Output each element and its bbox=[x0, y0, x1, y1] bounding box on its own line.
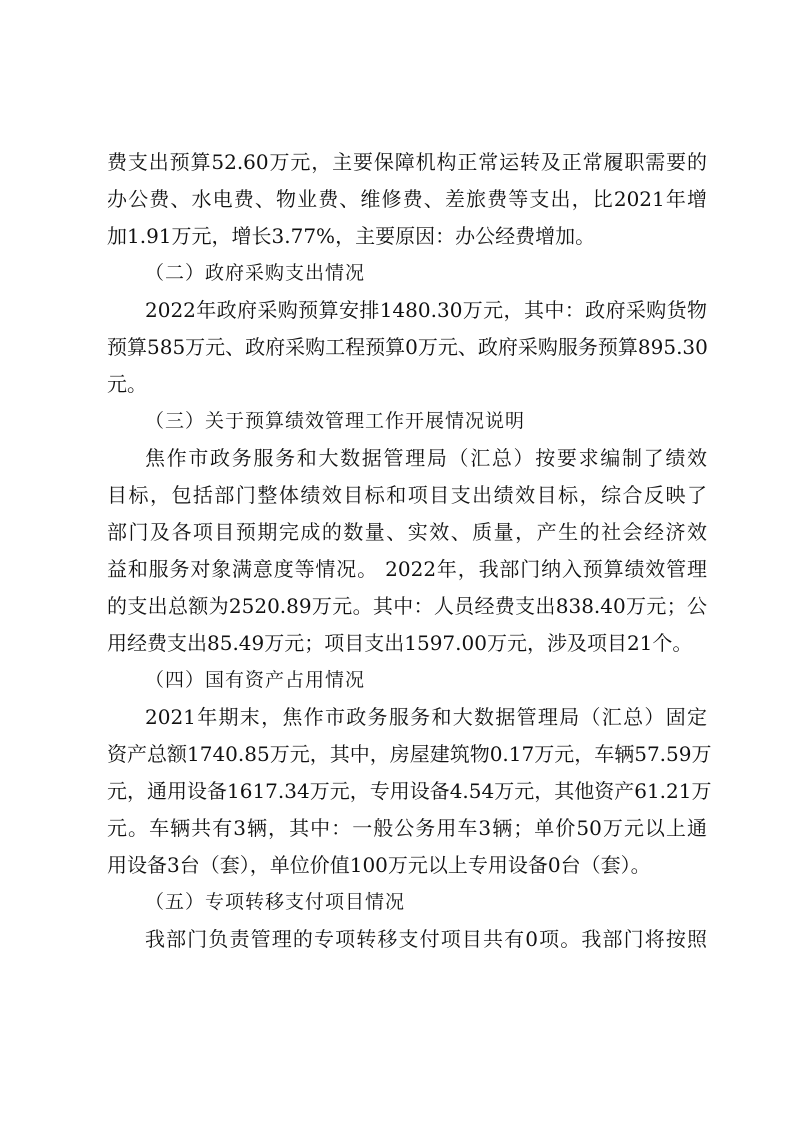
section-heading: （二）政府采购支出情况 bbox=[145, 262, 366, 284]
paragraph-line: 加1.91万元，增长3.77%，主要原因：办公经费增加。 bbox=[107, 224, 596, 248]
section-heading: （五）专项转移支付项目情况 bbox=[145, 891, 406, 913]
paragraph-line: 元，通用设备1617.34万元，专用设备4.54万元，其他资产61.21万 bbox=[107, 779, 712, 803]
section-heading: （三）关于预算绩效管理工作开展情况说明 bbox=[145, 410, 526, 432]
paragraph-line: 的支出总额为2520.89万元。其中：人员经费支出838.40万元；公 bbox=[107, 594, 707, 618]
paragraph-line: 焦作市政务服务和大数据管理局（汇总）按要求编制了绩效 bbox=[145, 446, 707, 470]
paragraph-line: 费支出预算52.60万元，主要保障机构正常运转及正常履职需要的 bbox=[107, 150, 707, 174]
paragraph-line: 2022年政府采购预算安排1480.30万元，其中：政府采购货物 bbox=[145, 298, 707, 322]
section-heading: （四）国有资产占用情况 bbox=[145, 669, 366, 691]
paragraph-line: 我部门负责管理的专项转移支付项目共有0项。我部门将按照 bbox=[145, 927, 707, 951]
paragraph-line: 预算585万元、政府采购工程预算0万元、政府采购服务预算895.30 bbox=[107, 335, 708, 359]
paragraph-line: 办公费、水电费、物业费、维修费、差旅费等支出，比2021年增 bbox=[107, 187, 707, 211]
paragraph-line: 用经费支出85.49万元；项目支出1597.00万元，涉及项目21个。 bbox=[107, 631, 693, 655]
paragraph-line: 元。车辆共有3辆，其中：一般公务用车3辆；单价50万元以上通 bbox=[107, 816, 707, 840]
paragraph-line: 益和服务对象满意度等情况。 2022年，我部门纳入预算绩效管理 bbox=[107, 557, 707, 581]
paragraph-line: 部门及各项目预期完成的数量、实效、质量，产生的社会经济效 bbox=[107, 520, 707, 544]
paragraph-line: 元。 bbox=[107, 372, 147, 396]
paragraph-line: 用设备3台（套），单位价值100万元以上专用设备0台（套）。 bbox=[107, 853, 651, 877]
paragraph-line: 资产总额1740.85万元，其中，房屋建筑物0.17万元，车辆57.59万 bbox=[107, 742, 712, 766]
document-body bbox=[107, 144, 712, 958]
paragraph-line: 目标，包括部门整体绩效目标和项目支出绩效目标，综合反映了 bbox=[107, 483, 707, 507]
paragraph-line: 2021年期末，焦作市政务服务和大数据管理局（汇总）固定 bbox=[145, 705, 707, 729]
